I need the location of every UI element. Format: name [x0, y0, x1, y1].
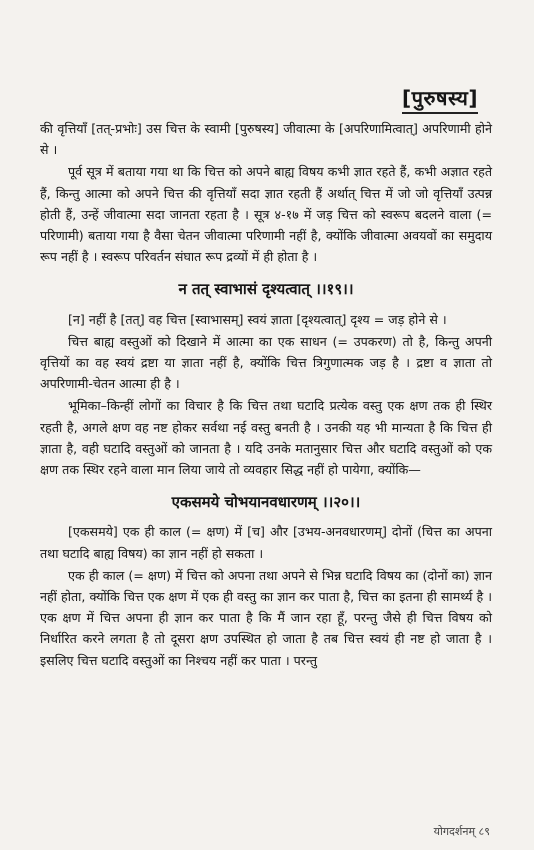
paragraph-word-meaning-20: [एकसमये] एक ही काल (= क्षण) में [च] और [उभय-अनवधारणम्] दोनों (चित्त का अपना तथा घटादि बाह्य विषय) का ज्ञान नहीं हो सकता ।	[40, 524, 492, 561]
paragraph-explanation-20: एक ही काल (= क्षण) में चित्त को अपना तथा अपने से भिन्न घटादि विषय का (दोनों का) ज्ञान नहीं होता, क्योंकि चित्त एक क्षण में एक ही वस्तु का ज्ञान कर पाता है, चित्त का इतना ही सामर्थ्य है । एक क्षण में चित्त अपना ही ज्ञान कर पाता है कि मैं जान रहा हूँ, परन्तु जैसे ही चित्त विषय को निर्धारित करने लगता है तो दूसरा क्षण उपस्थित हो जाता है तब चित्त स्वयं ही नष्ट हो जाता है । इसलिए चित्त घटादि वस्तुओं का निश्चय नहीं कर पाता । परन्तु	[40, 567, 492, 668]
sutra-heading-19: न तत् स्वाभासं दृश्यत्वात् ।।१९।।	[178, 280, 354, 299]
paragraph-introduction: भूमिका–किन्हीं लोगों का विचार है कि चित्त तथा घटादि प्रत्येक वस्तु एक क्षण तक ही स्थिर रहती है, अगले क्षण वह नष्ट होकर सर्वथा नई वस्तु बनती है । उनकी यह भी मान्यता है कि चित्त ही ज्ञाता है, वही घटादि वस्तुओं को जानता है । यदि उनके मतानुसार चित्त और घटादि वस्तुओं को एक क्षण तक स्थिर रहने वाला मान लिया जाये तो व्यवहार सिद्ध नहीं हो पायेगा, क्योंकि—	[40, 398, 492, 478]
sutra-heading-20: एकसमये चोभयानवधारणम् ।।२०।।	[171, 493, 361, 512]
header-title: [पुरुषस्य]	[401, 86, 478, 110]
header-underline	[402, 112, 478, 114]
paragraph-explanation: चित्त बाह्य वस्तुओं को दिखाने में आत्मा का एक साधन (= उपकरण) तो है, किन्तु अपनी वृत्तियों का वह स्वयं द्रष्टा या ज्ञाता नहीं है, क्योंकि चित्त त्रिगुणात्मक जड़ है । द्रष्टा व ज्ञाता तो अपरिणामी-चेतन आत्मा ही है ।	[40, 333, 492, 392]
paragraph-word-meaning: [न] नहीं है [तत्] वह चित्त [स्वाभासम्] स्वयं ज्ञाता [दृश्यत्वात्] दृश्य = जड़ होने से ।	[68, 311, 447, 327]
page-footer: योगदर्शनम् ८९	[433, 825, 490, 838]
running-header	[402, 84, 478, 111]
page-body	[40, 118, 492, 672]
paragraph-continuation: की वृत्तियाँ [तत्-प्रभोः] उस चित्त के स्वामी [पुरुषस्य] जीवात्मा के [अपरिणामित्वात्] अपरिणामी होने से ।	[40, 121, 492, 158]
paragraph-commentary: पूर्व सूत्र में बताया गया था कि चित्त को अपने बाह्य विषय कभी ज्ञात रहते हैं, कभी अज्ञात रहते हैं, किन्तु आत्मा को अपने चित्त की वृत्तियाँ सदा ज्ञात रहती हैं अर्थात् चित्त में जो जो वृत्तियाँ उत्पन्न होती हैं, उन्हें जीवात्मा सदा जानता रहता है । सूत्र ४-१७ में जड़ चित्त को स्वरूप बदलने वाला (= परिणामी) बताया गया है वैसा चेतन जीवात्मा परिणामी नहीं है, क्योंकि जीवात्मा अवयवों का समुदाय रूप नहीं है । स्वरूप परिवर्तन संघात रूप द्रव्यों में ही होता है ।	[40, 164, 492, 265]
